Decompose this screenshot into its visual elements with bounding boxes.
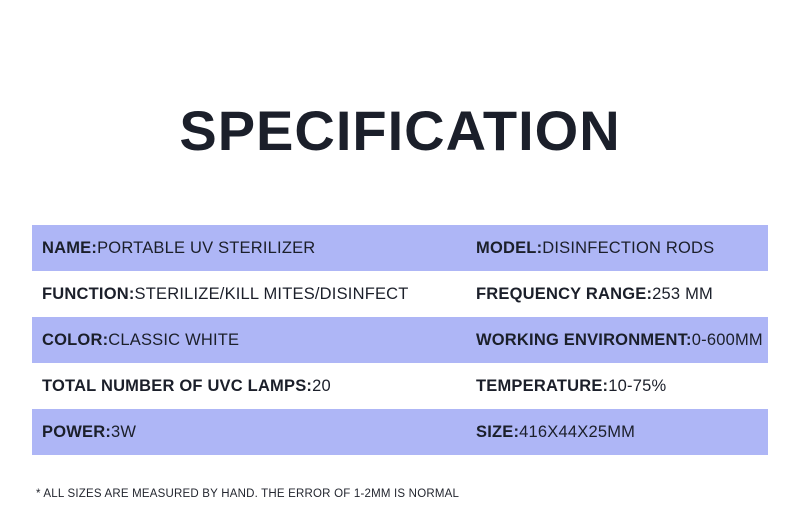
spec-cell-temperature [450, 377, 768, 396]
table-row [32, 271, 768, 317]
spec-label: TOTAL NUMBER OF UVC LAMPS: [42, 376, 313, 395]
spec-value: 253 MM [652, 284, 713, 303]
table-row [32, 363, 768, 409]
spec-cell-size [450, 423, 768, 442]
spec-value: DISINFECTION RODS [542, 238, 715, 257]
specification-table [32, 225, 768, 455]
spec-label: WORKING ENVIRONMENT: [476, 330, 692, 349]
spec-cell-working-environment [450, 331, 768, 350]
spec-label: MODEL: [476, 238, 543, 257]
spec-label: SIZE: [476, 422, 520, 441]
table-row [32, 225, 768, 271]
spec-label: COLOR: [42, 330, 109, 349]
spec-value: 3W [111, 422, 137, 441]
spec-value: 416X44X25MM [519, 422, 636, 441]
spec-cell-uvc-lamps [32, 377, 450, 396]
spec-cell-frequency-range [450, 285, 768, 304]
spec-label: POWER: [42, 422, 112, 441]
spec-cell-model [450, 239, 768, 258]
spec-value: 20 [312, 376, 331, 395]
spec-value: 0-600MM [691, 330, 763, 349]
spec-value: 10-75% [608, 376, 667, 395]
spec-label: FREQUENCY RANGE: [476, 284, 653, 303]
table-row [32, 317, 768, 363]
spec-value: PORTABLE UV STERILIZER [97, 238, 316, 257]
page-title: SPECIFICATION [179, 99, 621, 162]
measurement-footnote: * ALL SIZES ARE MEASURED BY HAND. THE ERROR OF 1-2MM IS NORMAL [36, 488, 460, 500]
spec-label: FUNCTION: [42, 284, 135, 303]
spec-value: STERILIZE/KILL MITES/DISINFECT [134, 284, 409, 303]
spec-label: TEMPERATURE: [476, 376, 609, 395]
spec-cell-color [32, 331, 450, 350]
spec-label: NAME: [42, 238, 98, 257]
spec-value: CLASSIC WHITE [108, 330, 240, 349]
table-row [32, 409, 768, 455]
spec-cell-power [32, 423, 450, 442]
spec-cell-name [32, 239, 450, 258]
spec-cell-function [32, 285, 450, 304]
